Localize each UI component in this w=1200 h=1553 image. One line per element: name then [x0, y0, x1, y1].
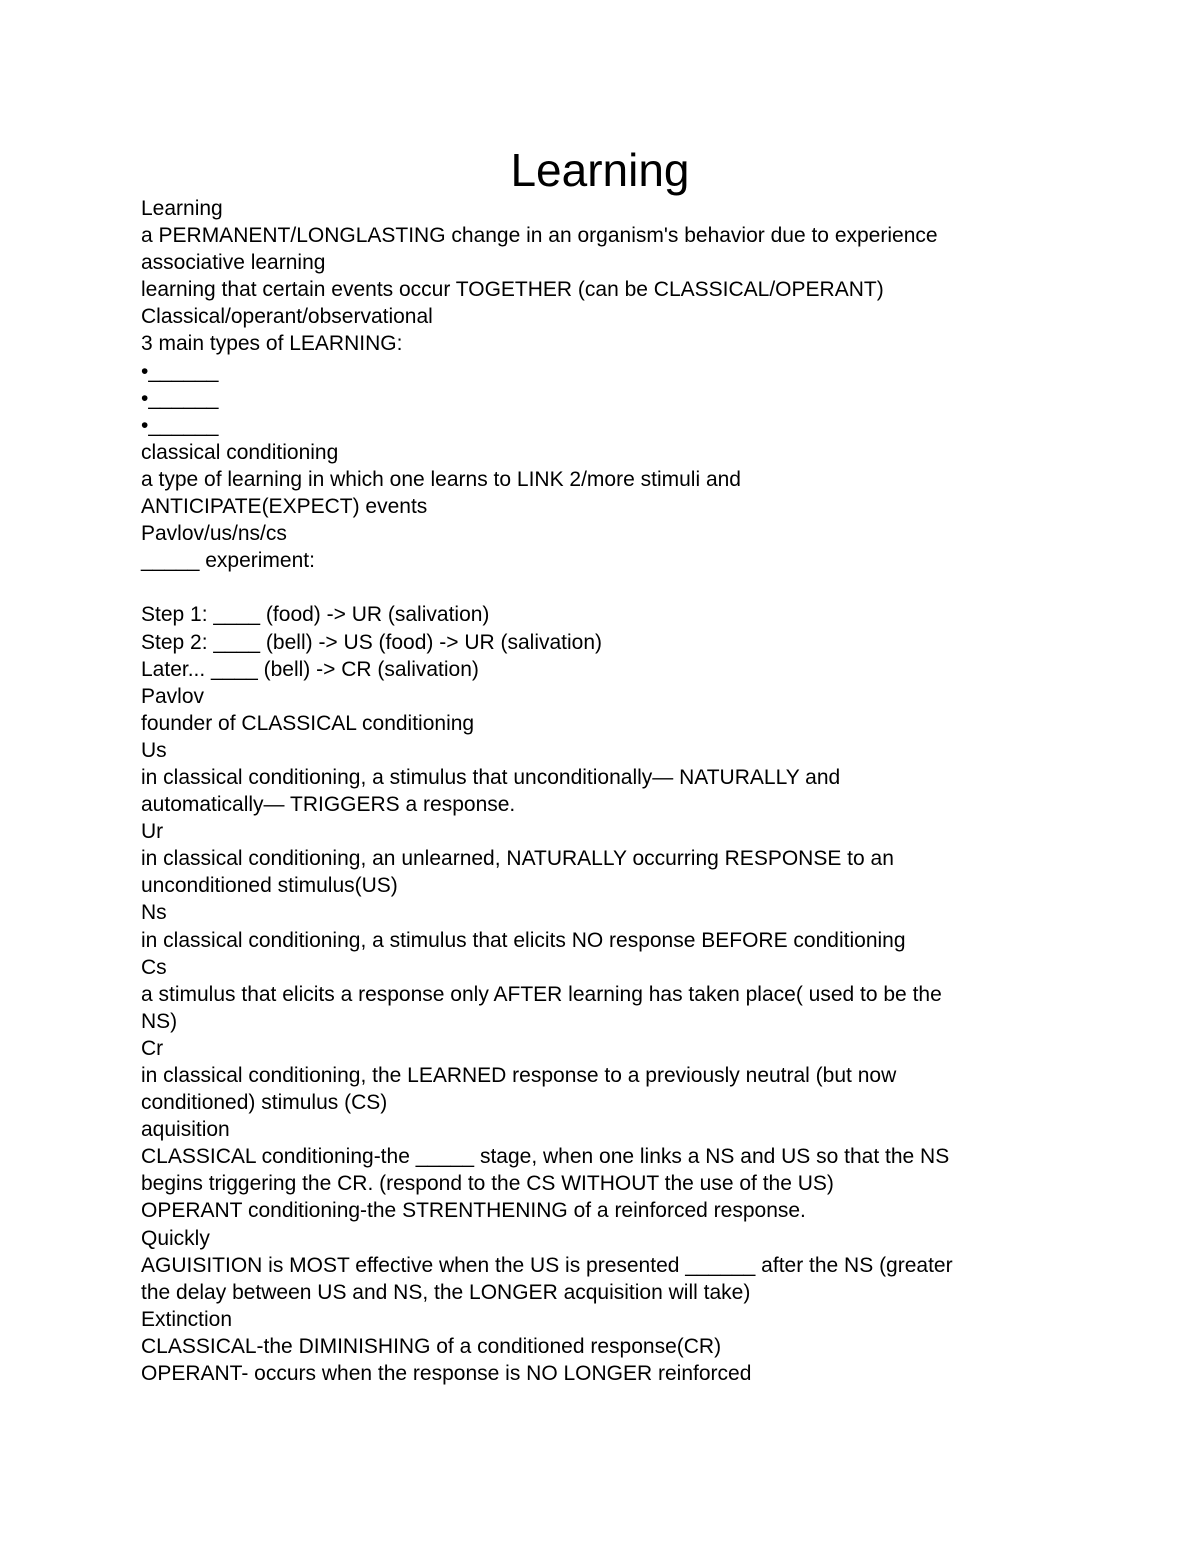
text-line: Later... ____ (bell) -> CR (salivation) [141, 657, 479, 681]
text-line: CLASSICAL conditioning-the _____ stage, when one links a NS and US so that the NS [141, 1145, 950, 1169]
text-line: Ns [141, 901, 167, 925]
document-title: Learning [510, 144, 690, 196]
text-line: aquisition [141, 1118, 230, 1142]
text-line: unconditioned stimulus(US) [141, 874, 398, 898]
text-line: a type of learning in which one learns to LINK 2/more stimuli and [141, 467, 741, 491]
text-line: in classical conditioning, an unlearned, NATURALLY occurring RESPONSE to an [141, 847, 894, 871]
text-line: founder of CLASSICAL conditioning [141, 711, 475, 735]
text-line: Us [141, 738, 167, 762]
text-line: the delay between US and NS, the LONGER acquisition will take) [141, 1280, 751, 1304]
text-line: associative learning [141, 251, 326, 275]
text-line: Classical/operant/observational [141, 305, 433, 329]
text-line: classical conditioning [141, 440, 339, 464]
text-line: Ur [141, 820, 164, 844]
text-line: Step 2: ____ (bell) -> US (food) -> UR (salivation) [141, 630, 603, 654]
text-line: Quickly [141, 1226, 210, 1250]
text-line: NS) [141, 1009, 178, 1033]
text-line: •______ [141, 386, 219, 410]
text-line: in classical conditioning, the LEARNED response to a previously neutral (but now [141, 1064, 897, 1087]
blank-line [141, 574, 1061, 601]
text-line: _____ experiment: [141, 549, 315, 573]
text-line: •______ [141, 413, 219, 437]
text-line: in classical conditioning, a stimulus that unconditionally— NATURALLY and [141, 765, 841, 789]
text-line: Pavlov/us/ns/cs [141, 522, 287, 546]
text-line: ANTICIPATE(EXPECT) events [141, 495, 428, 519]
text-line: automatically— TRIGGERS a response. [141, 793, 516, 817]
text-line: •______ [141, 359, 219, 383]
text-line: Cs [141, 955, 167, 979]
text-line: a stimulus that elicits a response only AFTER learning has taken place( used to be the [141, 982, 942, 1006]
text-line: in classical conditioning, a stimulus that elicits NO response BEFORE conditioning [141, 928, 906, 952]
text-line: begins triggering the CR. (respond to the CS WITHOUT the use of the US) [141, 1172, 834, 1196]
text-line: 3 main types of LEARNING: [141, 332, 403, 356]
text-line: Step 1: ____ (food) -> UR (salivation) [141, 603, 490, 627]
text-line: CLASSICAL-the DIMINISHING of a conditioned response(CR) [141, 1334, 722, 1358]
text-line: Pavlov [141, 684, 205, 708]
text-line: OPERANT conditioning-the STRENTHENING of a reinforced response. [141, 1199, 806, 1223]
text-line: OPERANT- occurs when the response is NO LONGER reinforced [141, 1362, 752, 1386]
text-line: AGUISITION is MOST effective when the US is presented ______ after the NS (greater [141, 1253, 953, 1277]
text-line: conditioned) stimulus (CS) [141, 1091, 388, 1115]
document-body [141, 195, 1061, 1387]
text-line: Learning [141, 197, 223, 220]
text-line: a PERMANENT/LONGLASTING change in an organism's behavior due to experience [141, 224, 938, 248]
text-line: Extinction [141, 1307, 233, 1331]
text-line: learning that certain events occur TOGETHER (can be CLASSICAL/OPERANT) [141, 278, 884, 302]
text-line: Cr [141, 1036, 164, 1060]
